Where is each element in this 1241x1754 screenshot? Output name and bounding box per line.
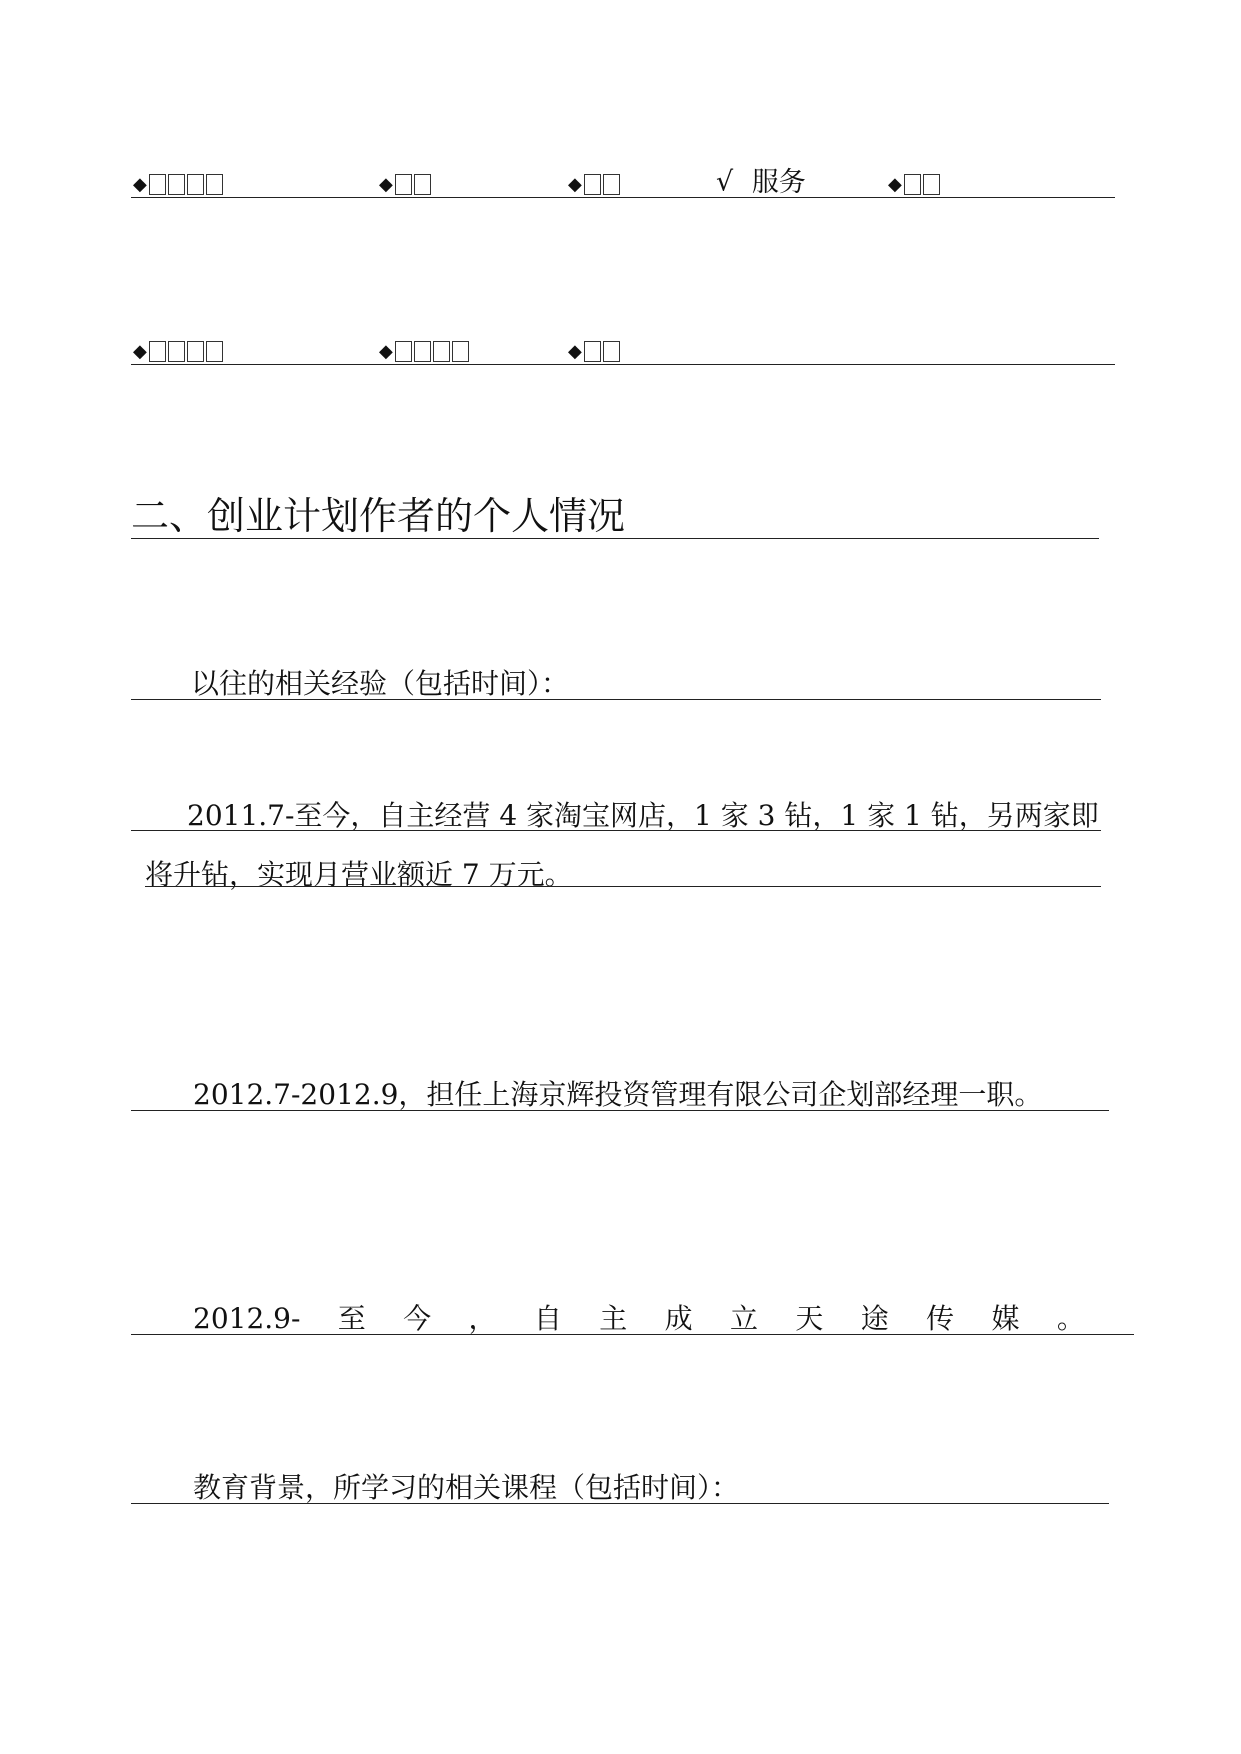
education-label: 教育背景，所学习的相关课程（包括时间）：: [193, 1471, 740, 1504]
experience-3-underline: [131, 1334, 1134, 1335]
option-service[interactable]: [716, 166, 806, 199]
option-2-1[interactable]: [133, 335, 225, 368]
diamond-bullet-icon: ◆: [568, 173, 582, 195]
option-2-2[interactable]: [379, 335, 471, 368]
option-1-1[interactable]: [133, 168, 225, 201]
diamond-bullet-icon: ◆: [379, 173, 393, 195]
row2-underline: [131, 364, 1115, 365]
experience-3: 2012.9- 至 今 ， 自 主 成 立 天 途 传 媒 。: [193, 1302, 1085, 1335]
option-service-label: 服务: [751, 166, 806, 198]
option-1-3[interactable]: [568, 168, 622, 201]
experience-2-underline: [131, 1110, 1109, 1111]
experience-1-line-1: 2011.7-至今，自主经营 4 家淘宝网店，1 家 3 钻，1 家 1 钻，另两家即: [187, 799, 1099, 832]
section-heading: 二、创业计划作者的个人情况: [131, 494, 626, 538]
diamond-bullet-icon: ◆: [133, 173, 147, 195]
option-1-2[interactable]: [379, 168, 433, 201]
experience-label: 以往的相关经验（包括时间）：: [191, 667, 570, 700]
experience-underline: [131, 699, 1101, 700]
checkmark-icon: √: [716, 166, 734, 198]
heading-underline: [131, 538, 1099, 539]
diamond-bullet-icon: ◆: [379, 340, 393, 362]
option-1-5[interactable]: [888, 168, 942, 201]
row1-underline: [131, 197, 1115, 198]
diamond-bullet-icon: ◆: [888, 173, 902, 195]
diamond-bullet-icon: ◆: [133, 340, 147, 362]
education-underline: [131, 1503, 1109, 1504]
diamond-bullet-icon: ◆: [568, 340, 582, 362]
experience-1-underline-1: [131, 830, 1101, 831]
experience-2: 2012.7-2012.9，担任上海京辉投资管理有限公司企划部经理一职。: [193, 1078, 1043, 1111]
experience-1-underline-2: [145, 886, 1101, 887]
option-2-3[interactable]: [568, 335, 622, 368]
experience-1-line-2: 将升钻，实现月营业额近 7 万元。: [145, 858, 573, 891]
